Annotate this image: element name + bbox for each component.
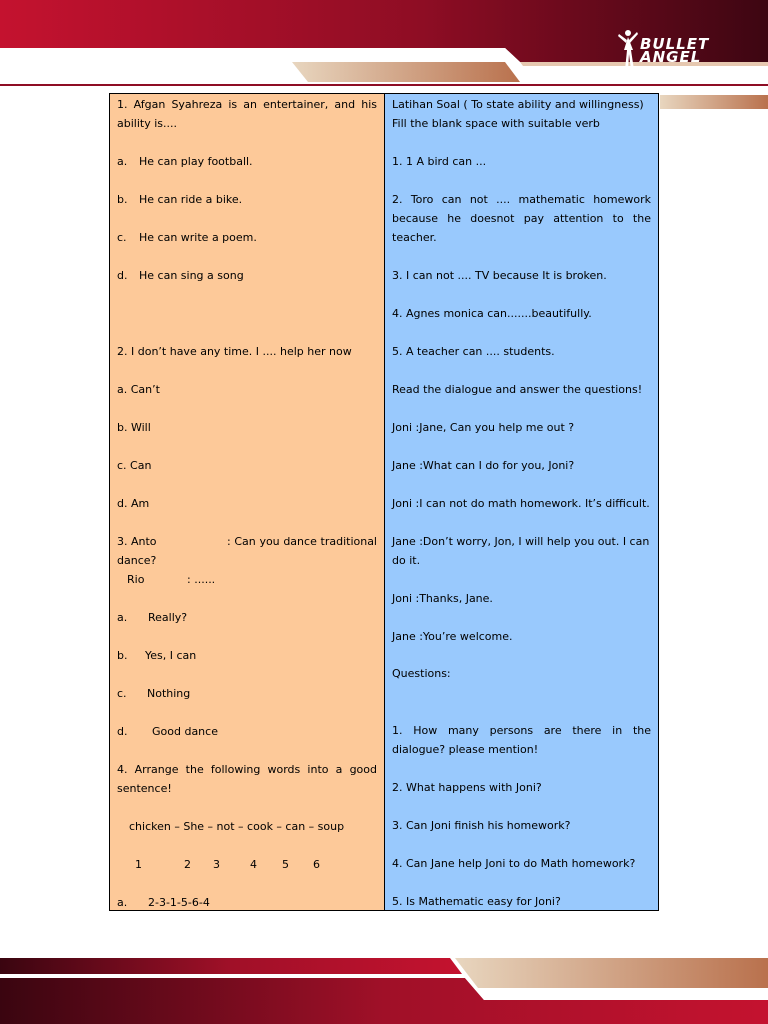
exercise-title: Latihan Soal ( To state ability and willingness) (392, 98, 644, 111)
q3-option-a-text: Really? (148, 611, 188, 624)
q1-option-d-text: He can sing a song (139, 269, 244, 282)
logo-line-1: BULLET (640, 35, 710, 53)
dialogue-line-4: Jane :Don’t worry, Jon, I will help you out. I can (392, 535, 650, 548)
question-5: 5. Is Mathematic easy for Joni? (392, 895, 561, 908)
bottom-banner (0, 950, 768, 1024)
q4-number-3: 3 (213, 858, 220, 871)
q3-option-c-text: Nothing (147, 687, 191, 700)
question-2: 2. What happens with Joni? (392, 781, 542, 794)
dialogue-line-1: Joni :Jane, Can you help me out ? (392, 421, 575, 434)
fill-item-2-line-1: 2. Toro can not .... mathematic homework (392, 193, 651, 206)
angel-figure-icon (618, 28, 638, 72)
fill-item-1: 1. 1 A bird can ... (392, 155, 487, 168)
dialogue-line-6: Jane :You’re welcome. (392, 630, 513, 643)
fill-item-2-line-3: teacher. (392, 231, 437, 244)
q3-question: : Can you dance traditional (227, 535, 377, 548)
q4-option-a-text: 2-3-1-5-6-4 (148, 896, 210, 909)
worksheet-table (109, 93, 659, 911)
q2-option-d: d. Am (117, 497, 150, 510)
q4-text-line-2: sentence! (117, 782, 172, 795)
q1-option-b-text: He can ride a bike. (139, 193, 243, 206)
q4-number-4: 4 (250, 858, 257, 871)
question-4: 4. Can Jane help Joni to do Math homework? (392, 857, 636, 870)
q1-text-line-1: 1. Afgan Syahreza is an entertainer, and his (117, 98, 377, 111)
q3-option-c-letter: c. (117, 687, 127, 700)
q4-number-1: 1 (135, 858, 142, 871)
q1-option-b-letter: b. (117, 193, 128, 206)
q1-option-c-text: He can write a poem. (139, 231, 257, 244)
question-1-line-1: 1. How many persons are there in the (392, 724, 651, 737)
q3-speaker-anto: 3. Anto (117, 535, 157, 548)
q3-question-cont: dance? (117, 554, 157, 567)
q2-option-c: c. Can (117, 459, 152, 472)
q3-answer-blank: : ...... (187, 573, 216, 586)
q4-number-6: 6 (313, 858, 320, 871)
q4-option-a-letter: a. (117, 896, 128, 909)
question-1-line-2: dialogue? please mention! (392, 743, 539, 756)
q1-option-c-letter: c. (117, 231, 127, 244)
q3-option-a-letter: a. (117, 611, 128, 624)
logo-line-2: ANGEL (640, 48, 702, 66)
q3-option-d-letter: d. (117, 725, 128, 738)
fill-item-4: 4. Agnes monica can.......beautifully. (392, 307, 592, 320)
q1-text-line-2: ability is.... (117, 117, 177, 130)
q1-option-d-letter: d. (117, 269, 128, 282)
q2-option-a: a. Can’t (117, 383, 160, 396)
fill-item-3: 3. I can not .... TV because It is broken. (392, 269, 607, 282)
q1-option-a-letter: a. (117, 155, 128, 168)
exercise-instruction: Fill the blank space with suitable verb (392, 117, 600, 130)
left-column (110, 94, 385, 910)
bullet-angel-logo (616, 28, 736, 74)
q2-option-b: b. Will (117, 421, 151, 434)
dialogue-line-4-cont: do it. (392, 554, 421, 567)
q4-number-2: 2 (184, 858, 191, 871)
fill-item-5: 5. A teacher can .... students. (392, 345, 555, 358)
q4-word-list: chicken – She – not – cook – can – soup (129, 820, 345, 833)
q3-option-b-letter: b. (117, 649, 128, 662)
logo-text (640, 35, 710, 66)
fill-item-2-line-2: because he doesnot pay attention to the (392, 212, 651, 225)
dialogue-instruction: Read the dialogue and answer the questions! (392, 383, 643, 396)
dialogue-line-3: Joni :I can not do math homework. It’s difficult. (392, 497, 650, 510)
dialogue-line-5: Joni :Thanks, Jane. (392, 592, 493, 605)
q1-option-a-text: He can play football. (139, 155, 253, 168)
q3-speaker-rio: Rio (127, 573, 145, 586)
q2-text: 2. I don’t have any time. I .... help her now (117, 345, 352, 358)
questions-heading: Questions: (392, 667, 451, 680)
side-accent-bar (660, 95, 768, 109)
q3-option-d-text: Good dance (152, 725, 218, 738)
q4-number-5: 5 (282, 858, 289, 871)
question-3: 3. Can Joni finish his homework? (392, 819, 571, 832)
q4-text-line-1: 4. Arrange the following words into a good (117, 763, 377, 776)
dialogue-line-2: Jane :What can I do for you, Joni? (392, 459, 575, 472)
right-column (385, 94, 658, 910)
q3-option-b-text: Yes, I can (145, 649, 197, 662)
